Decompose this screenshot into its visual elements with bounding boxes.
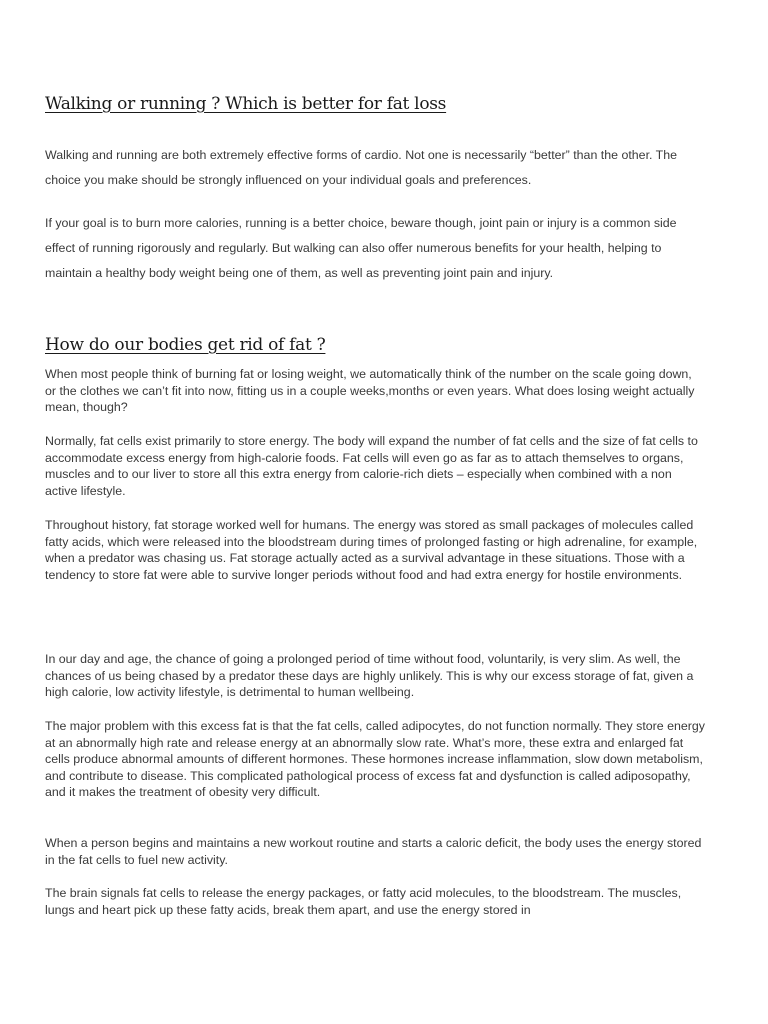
paragraph-calorie-goal: If your goal is to burn more calories, running is a better choice, beware though, joint pain or injury is a common side effect of running rigorously and regularly. But walking can also offer numerous benefits for your health, helping to maintain a healthy body weight being one of them, as well as preventing joint pain and injury.	[45, 216, 677, 280]
paragraph-fat-storage-history: Throughout history, fat storage worked well for humans. The energy was stored as small packages of molecules called fatty acids, which were released into the bloodstream during times of prolonged fasting or high adrenaline, for example, when a predator was chasing us. Fat storage actually acted as a survival advantage in these situations. Those with a tendency to store fat were able to survive longer periods without food and had extra energy for hostile environments.	[45, 518, 698, 582]
paragraph-adipocytes-problem: The major problem with this excess fat is that the fat cells, called adipocytes, do not function normally. They store energy at an abnormally high rate and release energy at an abnormally slow rate. What’s more, these extra and enlarged fat cells produce abnormal amounts of different hormones. These hormones increase inflammation, slow down metabolism, and contribute to disease. This complicated pathological process of excess fat and dysfunction is called adiposopathy, and it makes the treatment of obesity very difficult.	[45, 719, 706, 800]
paragraph-caloric-deficit: When a person begins and maintains a new workout routine and starts a caloric deficit, the body uses the energy stored in the fat cells to fuel new activity.	[45, 836, 702, 867]
paragraph-cardio-intro: Walking and running are both extremely effective forms of cardio. Not one is necessarily “better” than the other. The choice you make should be strongly influenced on your individual goals and preferences.	[45, 148, 678, 187]
paragraph-brain-signals: The brain signals fat cells to release the energy packages, or fatty acid molecules, to the bloodstream. The muscles, lungs and heart pick up these fatty acids, break them apart, and use the energy stored in	[45, 886, 682, 917]
paragraph-losing-weight-meaning: When most people think of burning fat or losing weight, we automatically think of the number on the scale going down, or the clothes we can’t fit into now, fitting us in a couple weeks,months or even years. What does losing weight actually mean, though?	[45, 367, 695, 415]
section-heading-walking-vs-running: Walking or running ? Which is better for fat loss	[45, 94, 447, 114]
paragraph-fat-cells-store-energy: Normally, fat cells exist primarily to store energy. The body will expand the number of fat cells and the size of fat cells to accommodate excess energy from high-calorie foods. Fat cells will even go as far as to attach themselves to organs, muscles and to our liver to store all this extra energy from calorie-rich diets – especially when combined with a non active lifestyle.	[45, 434, 698, 498]
paragraph-modern-age: In our day and age, the chance of going a prolonged period of time without food, voluntarily, is very slim. As well, the chances of us being chased by a predator these days are highly unlikely. This is why our excess storage of fat, given a high calorie, low activity lifestyle, is detrimental to human wellbeing.	[45, 652, 694, 700]
section-heading-fat-loss-process: How do our bodies get rid of fat ?	[45, 335, 326, 355]
